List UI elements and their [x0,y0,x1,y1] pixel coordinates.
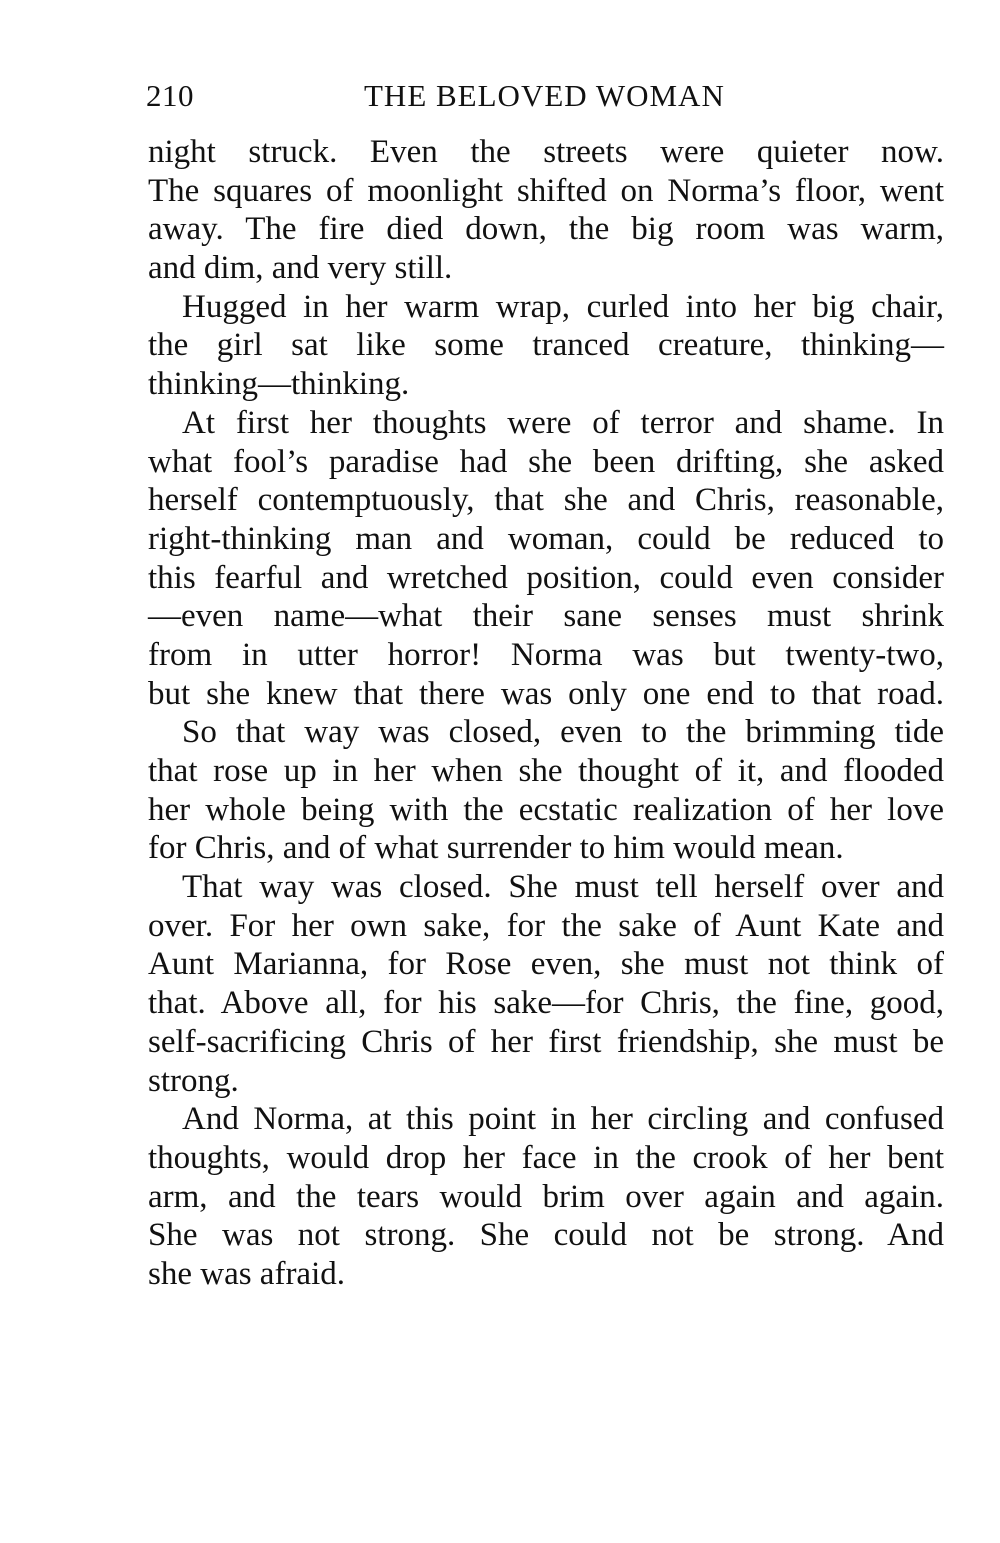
text-line: over. For her own sake, for the sake of Aunt Kate and [148,907,944,944]
text-line: that. Above all, for his sake—for Chris, the fine, good, [148,985,944,1022]
text-line: Aunt Marianna, for Rose even, she must not think of [148,946,944,983]
text-line: strong. [148,1062,239,1099]
page-number: 210 [146,78,194,113]
text-line: she was afraid. [148,1255,346,1292]
text-line: —even name—what their sane senses must shrink [148,598,944,635]
text-line: thoughts, would drop her face in the crook of her bent [148,1139,944,1176]
text-line: this fearful and wretched position, could even consider [148,559,944,596]
text-line: her whole being with the ecstatic realization of her love [148,791,944,828]
text-line: And Norma, at this point in her circling and confused [182,1101,944,1138]
text-line: That way was closed. She must tell herself over and [182,869,944,906]
text-line: herself contemptuously, that she and Chris, reasonable, [148,482,944,519]
text-line: that rose up in her when she thought of it, and flooded [148,753,944,789]
text-line: night struck. Even the streets were quieter now. [148,134,944,170]
body-text [148,133,944,1294]
text-line: At first her thoughts were of terror and shame. In [182,404,944,441]
text-line: So that way was closed, even to the brimming tide [182,714,944,751]
text-line: for Chris, and of what surrender to him would mean. [148,830,844,867]
text-line: the girl sat like some tranced creature, thinking— [148,327,944,364]
text-line: self-sacrificing Chris of her first friendship, she must be [148,1023,944,1060]
text-line: thinking—thinking. [148,366,410,403]
text-line: She was not strong. She could not be strong. And [148,1217,944,1254]
text-line: from in utter horror! Norma was but twenty-two, [148,636,944,673]
text-line: what fool’s paradise had she been drifting, she asked [148,443,944,480]
text-line: right-thinking man and woman, could be reduced to [148,520,944,557]
book-title: THE BELOVED WOMAN [364,78,725,113]
text-line: away. The fire died down, the big room was warm, [148,211,944,248]
text-line: but she knew that there was only one end to that road. [148,675,944,712]
running-head [146,76,946,116]
text-line: arm, and the tears would brim over again and again. [148,1178,944,1215]
text-line: Hugged in her warm wrap, curled into her big chair, [182,288,944,325]
text-line: The squares of moonlight shifted on Norma’s floor, went [148,172,944,209]
text-line: and dim, and very still. [148,250,453,287]
